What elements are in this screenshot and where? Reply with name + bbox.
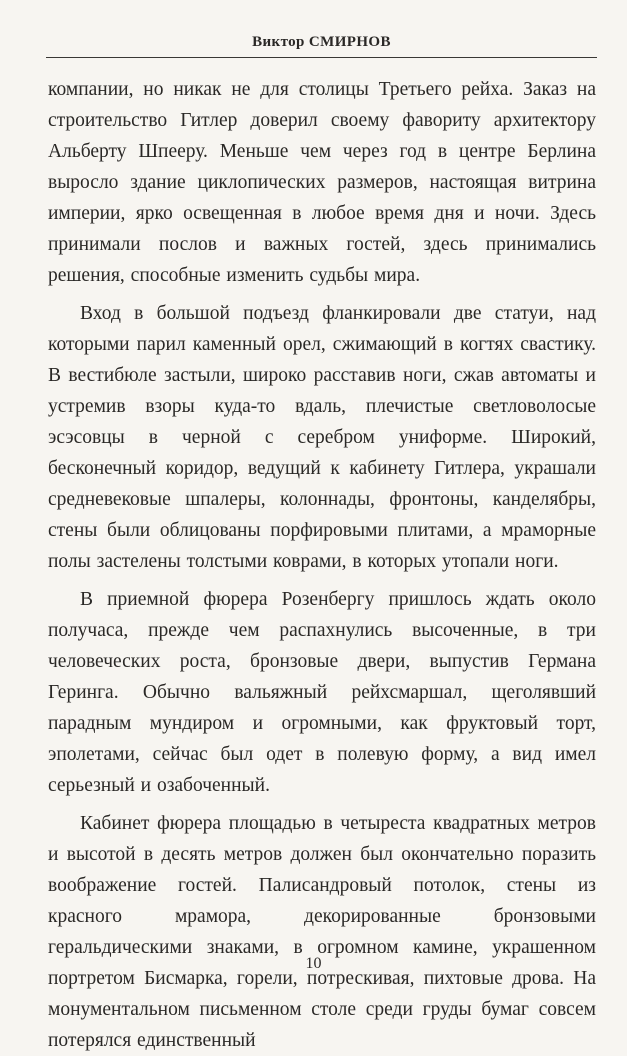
paragraph-office: Кабинет фюрера площадью в четыреста квадратных метров и высотой в десять метров должен был окончательно поразить воображение гостей. Палисандровый потолок, стены из красного мрамора, декорированные бронзовыми геральдическими знаками, в огромном камине, украшенном портретом Бисмарка, горели, потрескивая, пихтовые дрова. На монументальном письменном столе среди груды бумаг совсем потерялся единственный bbox=[48, 813, 596, 1051]
page-number: 10 bbox=[305, 955, 322, 972]
paragraph-entrance: Вход в большой подъезд фланкировали две статуи, над которыми парил каменный орел, сжимающий в когтях свастику. В вестибюле застыли, широко расставив ноги, сжав автоматы и устремив взоры куда-то вдаль, плечистые светловолосые эсэсовцы в черной с серебром униформе. Широкий, бесконечный коридор, ведущий к кабинету Гитлера, украшали средневековые шпалеры, колоннады, фронтоны, канделябры, стены были облицованы порфировыми плитами, а мраморные полы застелены толстыми коврами, в которых утопали ноги. bbox=[48, 303, 596, 572]
paragraph-continued: компании, но никак не для столицы Третьего рейха. Заказ на строительство Гитлер доверил своему фавориту архитектору Альберту Шпееру. Меньше чем через год в центре Берлина выросло здание циклопических размеров, настоящая витрина империи, ярко освещенная в любое время дня и ночи. Здесь принимали послов и важных гостей, здесь принимались решения, способные изменить судьбы мира. bbox=[48, 79, 596, 286]
running-head: Виктор СМИРНОВ bbox=[252, 34, 391, 50]
body-text bbox=[48, 74, 596, 1056]
paragraph-reception: В приемной фюрера Розенбергу пришлось ждать около получаса, прежде чем распахнулись высоченные, в три человеческих роста, бронзовые двери, выпустив Германа Геринга. Обычно вальяжный рейхсмаршал, щеголявший парадным мундиром и огромными, как фруктовый торт, эполетами, сейчас был одет в полевую форму, а вид имел серьезный и озабоченный. bbox=[48, 589, 596, 796]
header-rule bbox=[46, 57, 597, 58]
